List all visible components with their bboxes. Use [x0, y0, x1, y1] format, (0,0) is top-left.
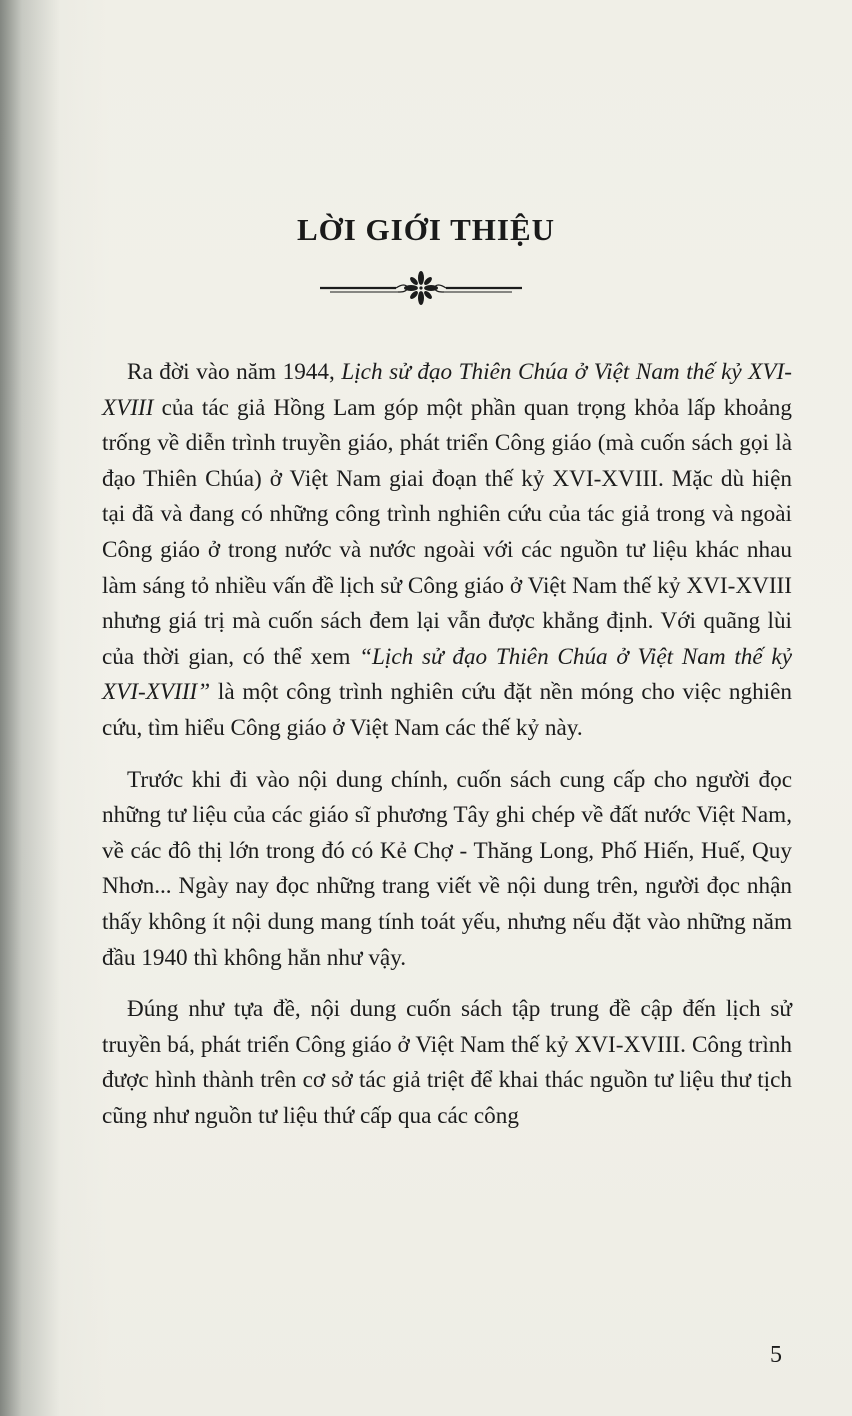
p1-text-e: là một công trình nghiên cứu đặt nền móng cho việc nghiên cứu, tìm hiểu Công giáo ở Việt Nam các thế kỷ này.: [102, 679, 792, 741]
page-title: LỜI GIỚI THIỆU: [296, 212, 556, 247]
p1-text-c: của tác giả Hồng Lam góp một phần quan trọng khỏa lấp khoảng trống về diễn trình truyền giáo, phát triển Công giáo (mà cuốn sách gọi là đạo Thiên Chúa) ở Việt Nam giai đoạn thế kỷ XVI-XVIII. Mặc dù hiện tại đã và đang có những công trình nghiên cứu của tác giả trong và ngoài Công giáo ở trong nước và nước ngoài với các nguồn tư liệu khác nhau làm sáng tỏ nhiều vấn đề lịch sử Công giáo ở Việt Nam thế kỷ XVI-XVIII nhưng giá trị mà cuốn sách đem lại vẫn được khẳng định. Với quãng lùi của thời gian, có thể xem: [102, 394, 792, 670]
book-title-italic: Lịch sử đạo Thiên Chúa ở Việt Nam thế kỷ XVI-XVIII: [102, 359, 792, 421]
p1-text-a: Ra đời vào năm 1944,: [127, 359, 342, 385]
paragraph-1: [102, 355, 792, 747]
paragraph-2: Trước khi đi vào nội dung chính, cuốn sách cung cấp cho người đọc những tư liệu của các giáo sĩ phương Tây ghi chép về đất nước Việt Nam, về các đô thị lớn trong đó có Kẻ Chợ - Thăng Long, Phố Hiến, Huế, Quy Nhơn... Ngày nay đọc những trang viết về nội dung trên, người đọc nhận thấy không ít nội dung mang tính toát yếu, nhưng nếu đặt vào những năm đầu 1940 thì không hẳn như vậy.: [102, 766, 792, 971]
page-number: 5: [770, 1342, 782, 1368]
body-text: [102, 355, 792, 1150]
paragraph-3: Đúng như tựa đề, nội dung cuốn sách tập trung đề cập đến lịch sử truyền bá, phát triển Công giáo ở Việt Nam thế kỷ XVI-XVIII. Công trình được hình thành trên cơ sở tác giả triệt để khai thác nguồn tư liệu thư tịch cũng như nguồn tư liệu thứ cấp qua các công: [102, 996, 792, 1129]
book-title-quoted-italic: “Lịch sử đạo Thiên Chúa ở Việt Nam thế kỷ XVI-XVIII”: [102, 643, 792, 706]
floral-divider-icon: [318, 266, 524, 310]
